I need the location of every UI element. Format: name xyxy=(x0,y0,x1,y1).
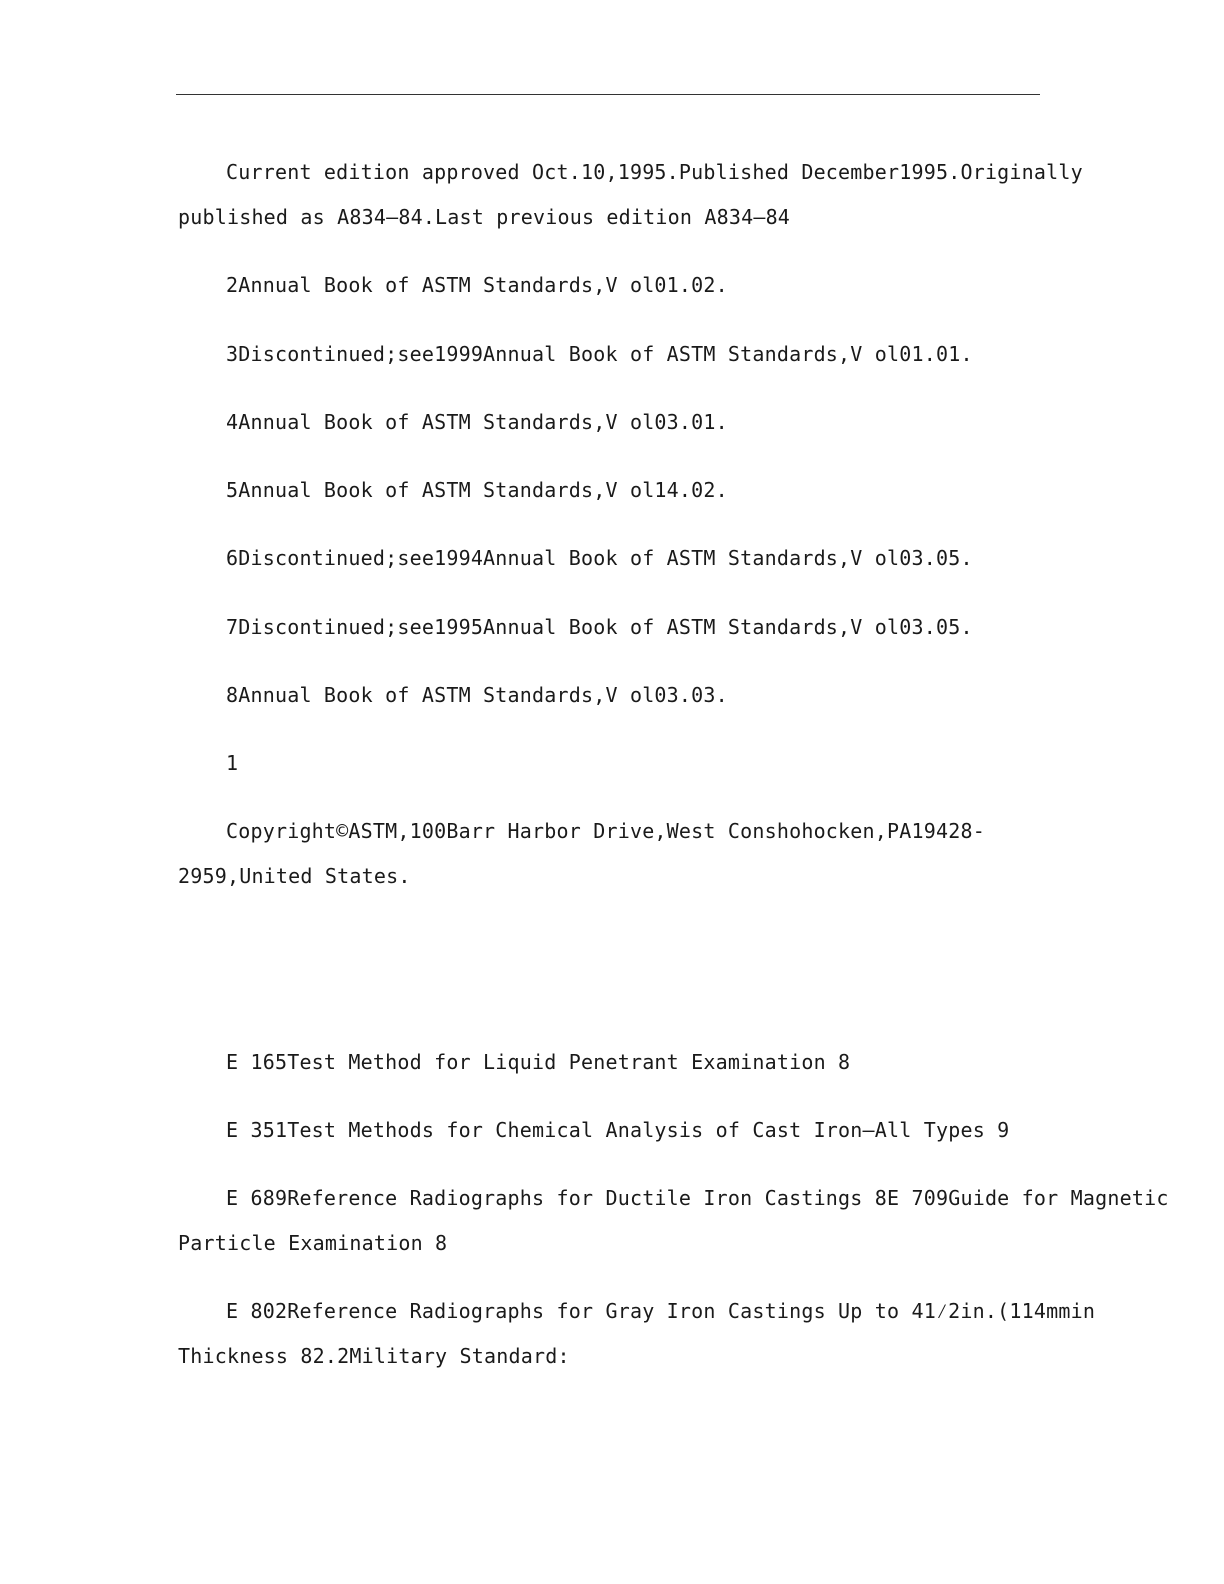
footnote-3: 3Discontinued;see1999Annual Book of ASTM Standards,V ol01.01. xyxy=(226,342,973,366)
footnote-5: 5Annual Book of ASTM Standards,V ol14.02. xyxy=(226,478,728,502)
reference-e689-line2: Particle Examination 8 xyxy=(178,1231,448,1255)
footnote-6: 6Discontinued;see1994Annual Book of ASTM Standards,V ol03.05. xyxy=(226,546,973,570)
reference-e802-line1: E 802Reference Radiographs for Gray Iron Castings Up to 41⁄2in.(114mmin xyxy=(226,1299,1096,1323)
footnote-7: 7Discontinued;see1995Annual Book of ASTM Standards,V ol03.05. xyxy=(226,615,973,639)
footnote-edition-line2: published as A834–84.Last previous edition A834–84 xyxy=(178,205,791,229)
copyright-line1: Copyright©ASTM,100Barr Harbor Drive,West Conshohocken,PA19428- xyxy=(226,819,985,843)
reference-e351: E 351Test Methods for Chemical Analysis of Cast Iron—All Types 9 xyxy=(226,1118,1010,1142)
footnote-8: 8Annual Book of ASTM Standards,V ol03.03. xyxy=(226,683,728,707)
reference-e689-line1: E 689Reference Radiographs for Ductile Iron Castings 8E 709Guide for Magnetic xyxy=(226,1186,1169,1210)
footnote-2: 2Annual Book of ASTM Standards,V ol01.02. xyxy=(226,273,728,297)
reference-e165: E 165Test Method for Liquid Penetrant Examination 8 xyxy=(226,1050,851,1074)
page-number: 1 xyxy=(226,751,239,775)
reference-e802-line2: Thickness 82.2Military Standard: xyxy=(178,1344,570,1368)
copyright-line2: 2959,United States. xyxy=(178,864,411,888)
footnote-edition-line1: Current edition approved Oct.10,1995.Published December1995.Originally xyxy=(226,160,1083,184)
header-rule xyxy=(176,94,1040,95)
footnote-4: 4Annual Book of ASTM Standards,V ol03.01. xyxy=(226,410,728,434)
